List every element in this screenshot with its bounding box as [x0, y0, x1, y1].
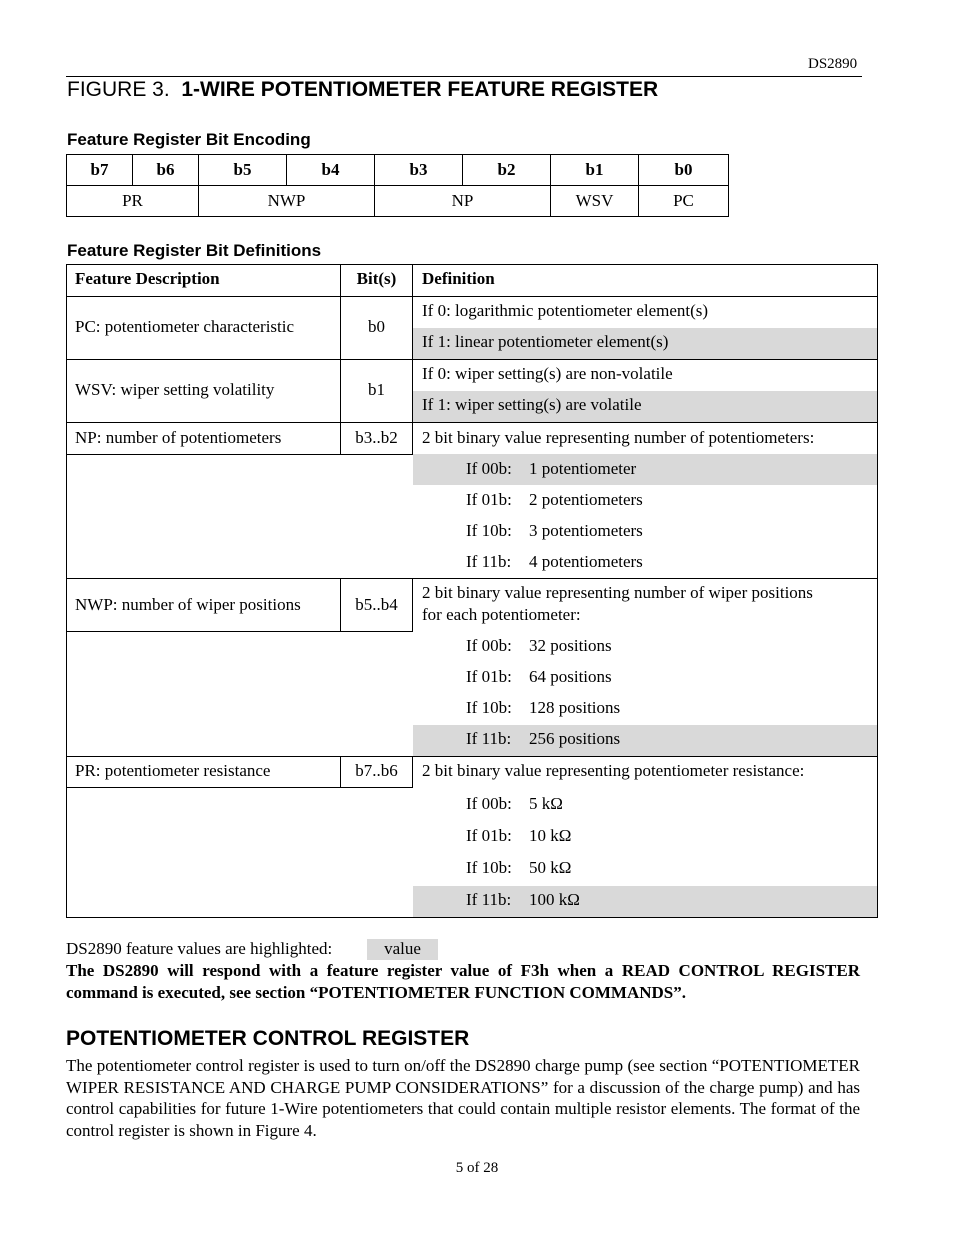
nwp-option-code: If 10b: [466, 698, 512, 717]
np-description: NP: number of potentiometers [75, 428, 282, 447]
pc-option-1: If 1: linear potentiometer element(s) [422, 332, 669, 351]
nwp-option-code: If 00b: [466, 636, 512, 655]
figure-label: FIGURE 3. [67, 78, 170, 101]
wsv-option-1: If 1: wiper setting(s) are volatile [422, 395, 642, 414]
table-border [877, 264, 878, 918]
nwp-intro-line2: for each potentiometer: [422, 605, 581, 624]
pc-bits: b0 [368, 317, 385, 336]
bit-header: b0 [639, 155, 729, 186]
np-bits: b3..b2 [355, 428, 398, 447]
pr-option-code: If 11b: [466, 890, 512, 909]
table-border [66, 917, 878, 918]
table-border [66, 264, 878, 265]
np-option-value: 4 potentiometers [529, 552, 643, 571]
encoding-heading: Feature Register Bit Encoding [67, 130, 311, 149]
figure-title [67, 78, 658, 102]
highlight-legend-label: DS2890 feature values are highlighted: [66, 939, 333, 958]
pr-option-code: If 00b: [466, 794, 512, 813]
pr-description: PR: potentiometer resistance [75, 761, 271, 780]
field-wsv: WSV [551, 186, 639, 217]
field-pc: PC [639, 186, 729, 217]
nwp-option-code: If 01b: [466, 667, 512, 686]
wsv-description: WSV: wiper setting volatility [75, 380, 275, 399]
np-option-value: 1 potentiometer [529, 459, 637, 478]
col-header-description: Feature Description [75, 269, 220, 288]
definitions-heading: Feature Register Bit Definitions [67, 241, 322, 260]
bit-header: b5 [199, 155, 287, 186]
section-body: The potentiometer control register is used to turn on/off the DS2890 charge pump (see section “POTENTIOMETER WIPER RESISTANCE AND CHARGE PUMP CONSIDERATIONS” for a discussion of the charge pump) and has control capabilities for future 1-Wire potentiometers that could contain multiple resistor elements. The format of the control register is shown in Figure 4. [66, 1056, 860, 1140]
table-border [66, 264, 67, 918]
row-divider [66, 578, 878, 579]
pr-option-value: 50 kΩ [529, 858, 572, 877]
row-divider [66, 359, 878, 360]
nwp-option-code: If 11b: [466, 729, 512, 748]
highlight-legend-swatch: value [367, 939, 438, 960]
nwp-option-value: 32 positions [529, 636, 612, 655]
bit-header: b3 [375, 155, 463, 186]
bit-header: b2 [463, 155, 551, 186]
nwp-intro-line1: 2 bit binary value representing number of wiper positions [422, 583, 813, 602]
encoding-table [66, 154, 729, 217]
section-heading: POTENTIOMETER CONTROL REGISTER [66, 1027, 470, 1050]
row-divider [66, 756, 878, 757]
bit-header: b1 [551, 155, 639, 186]
row-divider [66, 422, 878, 423]
np-option-code: If 10b: [466, 521, 512, 540]
nwp-description: NWP: number of wiper positions [75, 595, 301, 614]
pr-option-value: 10 kΩ [529, 826, 572, 845]
row-divider [66, 296, 878, 297]
pr-option-value: 100 kΩ [529, 890, 580, 909]
row-divider [66, 454, 413, 455]
nwp-option-value: 128 positions [529, 698, 621, 717]
np-option-code: If 00b: [466, 459, 512, 478]
pc-option-0: If 0: logarithmic potentiometer element(s) [422, 301, 709, 320]
np-intro: 2 bit binary value representing number of potentiometers: [422, 428, 815, 447]
bit-header: b4 [287, 155, 375, 186]
bit-header: b7 [67, 155, 133, 186]
pr-bits: b7..b6 [355, 761, 398, 780]
wsv-option-0: If 0: wiper setting(s) are non-volatile [422, 364, 673, 383]
pr-intro: 2 bit binary value representing potentiometer resistance: [422, 761, 805, 780]
figure-title-text: 1-WIRE POTENTIOMETER FEATURE REGISTER [181, 78, 659, 101]
field-pr: PR [67, 186, 199, 217]
field-np: NP [375, 186, 551, 217]
nwp-option-value: 256 positions [529, 729, 621, 748]
feature-value-note: The DS2890 will respond with a feature register value of F3h when a READ CONTROL REGISTER command is executed, see section “POTENTIOMETER FUNCTION COMMANDS”. [66, 961, 860, 1002]
col-header-bits: Bit(s) [356, 269, 397, 288]
np-option-value: 3 potentiometers [529, 521, 643, 540]
col-divider [340, 264, 341, 455]
pr-option-code: If 10b: [466, 858, 512, 877]
col-divider [412, 264, 413, 455]
nwp-bits: b5..b4 [355, 595, 398, 614]
np-option-value: 2 potentiometers [529, 490, 643, 509]
row-divider [66, 787, 413, 788]
np-option-code: If 11b: [466, 552, 512, 571]
field-nwp: NWP [199, 186, 375, 217]
row-divider [66, 631, 413, 632]
header-rule [66, 76, 862, 77]
pr-option-code: If 01b: [466, 826, 512, 845]
wsv-bits: b1 [368, 380, 385, 399]
pc-description: PC: potentiometer characteristic [75, 317, 295, 336]
np-option-code: If 01b: [466, 490, 512, 509]
page-number: 5 of 28 [455, 1160, 499, 1176]
pr-option-value: 5 kΩ [529, 794, 563, 813]
bit-header: b6 [133, 155, 199, 186]
col-header-definition: Definition [422, 269, 495, 288]
nwp-option-value: 64 positions [529, 667, 612, 686]
document-id: DS2890 [808, 56, 858, 72]
definitions-table [66, 264, 878, 918]
